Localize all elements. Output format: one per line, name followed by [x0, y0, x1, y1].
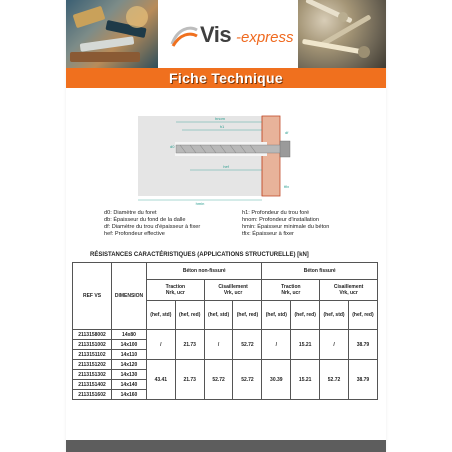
legend-row — [104, 217, 364, 224]
tools-photo — [66, 0, 158, 68]
dim-cell: 14x80 — [112, 330, 147, 340]
hex-head — [280, 141, 290, 157]
value-cell: / — [147, 330, 176, 360]
ref-cell: 2113151602 — [73, 390, 112, 400]
dim-cell: 14x140 — [112, 380, 147, 390]
value-cell: / — [204, 330, 233, 360]
col-hef-std: (hef, std) — [262, 301, 291, 330]
value-cell: 38.79 — [348, 360, 377, 400]
label-df: df — [285, 130, 289, 135]
value-cell: / — [320, 330, 349, 360]
value-cell: 52.72 — [204, 360, 233, 400]
col-hef-std: (hef, std) — [204, 301, 233, 330]
anchor-diagram — [130, 108, 300, 206]
traction-header: Traction Nrk, ucr — [262, 280, 320, 301]
group-non-fissure: Béton non-fissuré — [147, 263, 262, 280]
dim-cell: 14x100 — [112, 340, 147, 350]
datasheet-page — [66, 0, 386, 452]
value-cell: 52.72 — [233, 330, 262, 360]
brand-logo — [170, 18, 300, 54]
legend-item: hnom: Profondeur d'installation — [242, 217, 319, 223]
col-hef-std: (hef, std) — [320, 301, 349, 330]
dim-cell: 14x130 — [112, 370, 147, 380]
page-title: Fiche Technique — [169, 70, 283, 86]
table-row — [73, 360, 378, 370]
ref-cell: 2113151302 — [73, 370, 112, 380]
dim-cell: 14x160 — [112, 390, 147, 400]
value-cell: 21.73 — [175, 330, 204, 360]
dim-cell: 14x120 — [112, 360, 147, 370]
col-hef-red: (hef, red) — [233, 301, 262, 330]
label-hef: hef — [223, 164, 229, 169]
legend-row — [104, 231, 364, 238]
brand-name: Vis — [200, 22, 232, 47]
value-cell: 21.73 — [175, 360, 204, 400]
footer-bar — [66, 440, 386, 452]
value-cell: 52.72 — [320, 360, 349, 400]
swoosh-icon — [170, 22, 198, 50]
legend-row — [104, 210, 364, 217]
legend-item: db: Épaisseur du fond de la dalle — [104, 217, 186, 223]
value-cell: 52.72 — [233, 360, 262, 400]
cisaillement-header: Cisaillement Vrk, ucr — [320, 280, 378, 301]
value-cell: 30.39 — [262, 360, 291, 400]
col-hef-std: (hef, std) — [147, 301, 176, 330]
legend-item: tfix: Épaisseur à fixer — [242, 231, 294, 237]
value-cell: 15.21 — [291, 330, 320, 360]
legend-item: hmin: Épaisseur minimale du béton — [242, 224, 330, 230]
label-h1: h1 — [219, 124, 225, 129]
value-cell: 43.41 — [147, 360, 176, 400]
cisaillement-header: Cisaillement Vrk, ucr — [204, 280, 262, 301]
value-cell: 15.21 — [291, 360, 320, 400]
ref-header: REF VS — [73, 263, 112, 330]
ref-cell: 2113151102 — [73, 350, 112, 360]
legend-item: h1: Profondeur du trou foré — [242, 210, 310, 216]
legend-item: df: Diamètre du trou d'épaisseur à fixer — [104, 224, 201, 230]
legend — [104, 210, 364, 238]
ref-cell: 2113151402 — [73, 380, 112, 390]
col-hef-red: (hef, red) — [175, 301, 204, 330]
label-tfix: tfix — [284, 184, 290, 189]
screws-photo — [298, 0, 386, 68]
group-fissure: Béton fissuré — [262, 263, 378, 280]
legend-row — [104, 224, 364, 231]
ref-cell: 2113158002 — [73, 330, 112, 340]
dim-cell: 14x110 — [112, 350, 147, 360]
value-cell: 38.79 — [348, 330, 377, 360]
legend-item: hef: Profondeur effective — [104, 231, 165, 237]
traction-header: Traction Nrk, ucr — [147, 280, 205, 301]
value-cell: / — [262, 330, 291, 360]
col-hef-red: (hef, red) — [348, 301, 377, 330]
section-title: RÉSISTANCES CARACTÉRISTIQUES (APPLICATIONS STRUCTURELLE) [kN] — [90, 252, 309, 258]
dimension-header: DIMENSION — [112, 263, 147, 330]
col-hef-red: (hef, red) — [291, 301, 320, 330]
resistance-table — [72, 262, 378, 400]
label-hnom: hnom — [214, 116, 226, 121]
ref-cell: 2113151202 — [73, 360, 112, 370]
table-row — [73, 330, 378, 340]
label-d0: d0 — [170, 144, 175, 149]
ref-cell: 2113151002 — [73, 340, 112, 350]
header-photos — [66, 0, 386, 68]
legend-item: d0: Diamètre du foret — [104, 210, 157, 216]
brand-suffix: -express — [236, 29, 294, 46]
label-hmin: hmin — [195, 201, 205, 206]
